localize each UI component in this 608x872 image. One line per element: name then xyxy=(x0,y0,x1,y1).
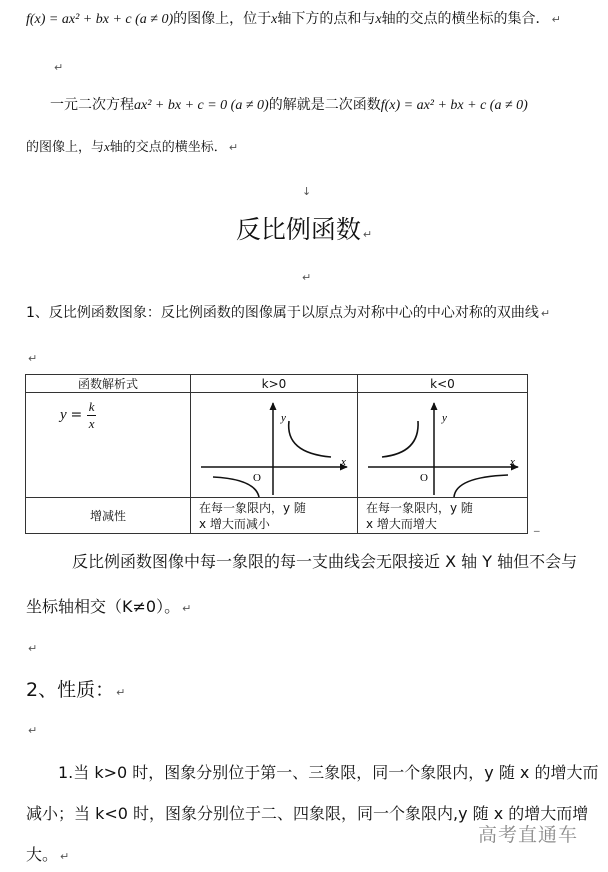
graph-k-negative xyxy=(358,393,527,497)
paragraph-mark-icon: ↵ xyxy=(551,13,561,26)
equation-mid-text: 的解就是二次函数 xyxy=(268,97,381,113)
equation-lead-text: 一元二次方程 xyxy=(50,97,134,113)
x-variable: x xyxy=(375,12,382,27)
formula-denominator: x xyxy=(88,416,95,431)
top-line-text-b: 轴下方的点和与 xyxy=(277,11,376,27)
origin-label: O xyxy=(420,472,428,484)
property-paragraph-line2: 减小；当 k<0 时，图象分别位于二、四象限，同一个象限内,y 随 x 的增大而增 xyxy=(26,804,589,823)
equation-line2-text-b: 轴的交点的横坐标． xyxy=(109,140,227,155)
page-title: 反比例函数 ↵ xyxy=(235,215,373,244)
formula-fraction xyxy=(87,399,97,432)
top-line-text-a: 的图像上，位于 xyxy=(173,11,272,27)
curve-quadrant-4 xyxy=(454,475,508,497)
top-line-text-c: 轴的交点的横坐标的集合． xyxy=(381,11,550,27)
formula-cell: y = $\frac{k}{x}$ xyxy=(26,393,191,498)
origin-label: O xyxy=(253,472,261,484)
curve-quadrant-2 xyxy=(382,421,418,457)
paragraph-mark-icon: ↵ xyxy=(28,352,38,365)
equation-paragraph-line2 xyxy=(26,136,238,155)
equation-line2-text-a: 的图像上，与 xyxy=(26,140,105,155)
quadratic-equation: ax² + bx + c = 0 (a ≠ 0) xyxy=(134,98,269,113)
watermark-text: 高考直通车 xyxy=(477,824,578,846)
axis-x-label: x xyxy=(341,456,346,468)
top-formula-line xyxy=(26,8,561,28)
paragraph-asymptote-line2: 坐标轴相交（K≠0）。 ↵ xyxy=(26,597,192,616)
cell-end-mark-icon: _ xyxy=(534,519,540,532)
k-negative-description: 在每一象限内，y 随 x 增大而增大 xyxy=(358,498,528,534)
curve-quadrant-1 xyxy=(289,421,331,457)
property-paragraph-line1: 1.当 k>0 时，图象分别位于第一、三象限，同一个象限内，y 随 x 的增大而 xyxy=(58,763,599,782)
graph-k-positive xyxy=(191,393,357,497)
header-k-positive: k>0 xyxy=(191,375,358,393)
paragraph-asymptote-line1: 反比例函数图像中每一象限的每一支曲线会无限接近 X 轴 Y 轴但不会与 xyxy=(72,552,578,571)
axis-x-label: x xyxy=(510,456,515,468)
equation-paragraph-line1 xyxy=(50,94,528,114)
paragraph-mark-icon: ↵ xyxy=(302,271,312,284)
header-k-negative: k<0 xyxy=(358,375,528,393)
quadratic-function-formula: f(x) = ax² + bx + c (a ≠ 0) xyxy=(380,98,528,113)
paragraph-mark-icon: ↵ xyxy=(28,724,38,737)
formula-numerator: k xyxy=(88,399,95,414)
paragraph-mark-icon: ↵ xyxy=(28,642,38,655)
formula-y: y xyxy=(60,407,67,423)
row-label-monotonicity: 增减性 xyxy=(26,498,191,534)
x-variable: x xyxy=(104,139,110,154)
paragraph-mark-icon: ↵ xyxy=(228,141,239,154)
x-variable: x xyxy=(271,12,278,27)
axis-y-label: y xyxy=(281,412,286,424)
section-2-heading: 2、性质： ↵ xyxy=(26,679,126,701)
property-paragraph-line3: 大。 ↵ xyxy=(26,845,70,864)
line-break-mark-icon: ↓ xyxy=(302,185,312,198)
k-positive-description: 在每一象限内，y 随 x 增大而减小 xyxy=(191,498,358,534)
inverse-function-table xyxy=(25,374,528,534)
section-1-heading: 1、反比例函数图象：反比例函数的图像属于以原点为对称中心的中心对称的双曲线 ↵ xyxy=(26,305,551,321)
header-formula: 函数解析式 xyxy=(26,375,191,393)
axis-y-label: y xyxy=(442,412,447,424)
graph-k-negative-cell xyxy=(358,393,528,498)
quadratic-function-formula: f(x) = ax² + bx + c (a ≠ 0) xyxy=(26,12,174,27)
paragraph-mark-icon: ↵ xyxy=(54,61,64,74)
graph-k-positive-cell xyxy=(191,393,358,498)
